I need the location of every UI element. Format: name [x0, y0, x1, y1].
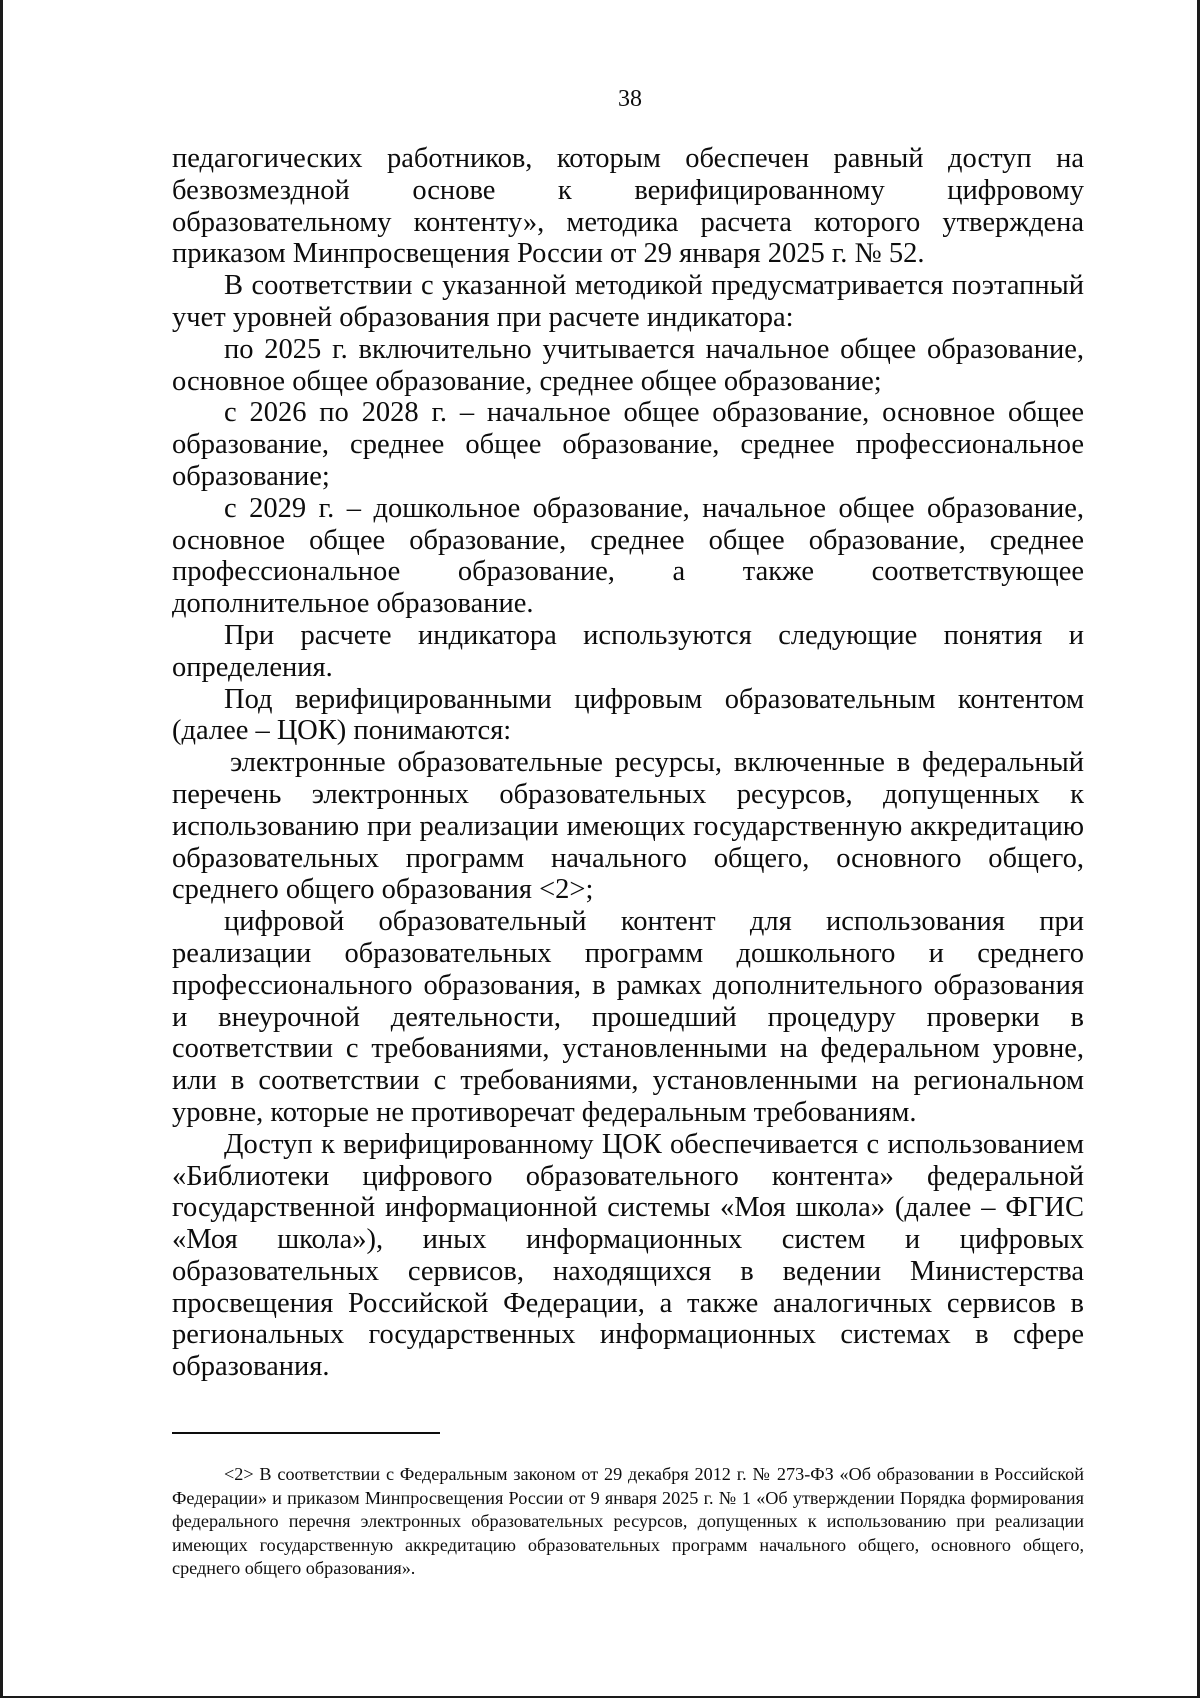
paragraph-methodology: В соответствии с указанной методикой предусматривается поэтапный учет уровней образования при расчете индикатора: [172, 270, 1084, 333]
paragraph-digital-content: цифровой образовательный контент для использования при реализации образовательных программ дошкольного и среднего профессионального образования, в рамках дополнительного образования и внеурочной деятельности, прошедший процедуру проверки в соответствии с требованиями, установленными на федеральном уровне, или в соответствии с требованиями, установленными на региональном уровне, которые не противоречат федеральным требованиям. [172, 906, 1084, 1128]
paragraph-stage-2026-2028: с 2026 по 2028 г. – начальное общее образование, основное общее образование, среднее общее образование, среднее профессиональное образование; [172, 397, 1084, 492]
page-number: 38 [618, 86, 642, 112]
footnote-separator [172, 1432, 440, 1434]
footnote-text: <2> В соответствии с Федеральным законом от 29 декабря 2012 г. № 273-ФЗ «Об образовании в Российской Федерации» и приказом Минпросвещения России от 9 января 2025 г. № 1 «Об утверждении Порядка формирования федерального перечня электронных образовательных ресурсов, допущенных к использованию при реализации имеющих государственную аккредитацию образовательных программ начального общего, основного общего, среднего общего образования». [172, 1464, 1084, 1578]
paragraph-definitions-intro: При расчете индикатора используются следующие понятия и определения. [172, 619, 1084, 683]
scan-edge-left [0, 0, 3, 1698]
paragraph-access: Доступ к верифицированному ЦОК обеспечивается с использованием «Библиотеки цифрового образовательного контента» федеральной государственной информационной системы «Моя школа» (далее – ФГИС «Моя школа»), иных информационных систем и цифровых образовательных сервисов, находящихся в ведении Министерства просвещения Российской Федерации, а также аналогичных сервисов в региональных государственных информационных системах в сфере образования. [172, 1128, 1084, 1383]
paragraph-continuation: педагогических работников, которым обеспечен равный доступ на безвозмездной основе к верифицированному цифровому образовательному контенту», методика расчета которого утверждена приказом Минпросвещения России от 29 января 2025 г. № 52. [172, 143, 1084, 270]
paragraph-stage-2029: с 2029 г. – дошкольное образование, начальное общее образование, основное общее образование, среднее общее образование, среднее профессиональное образование, а также соответствующее дополнительное образование. [172, 492, 1084, 620]
footnote [172, 1463, 1084, 1581]
paragraph-electronic-resources: электронные образовательные ресурсы, включенные в федеральный перечень электронных образовательных ресурсов, допущенных к использованию при реализации имеющих государственную аккредитацию образовательных программ начального общего, основного общего, среднего общего образования <2>; [172, 747, 1084, 906]
document-body [172, 143, 1084, 1383]
paragraph-cok-definition: Под верифицированными цифровым образовательным контентом (далее – ЦОК) понимаются: [172, 683, 1084, 747]
paragraph-stage-2025: по 2025 г. включительно учитывается начальное общее образование, основное общее образование, среднее общее образование; [172, 333, 1084, 397]
